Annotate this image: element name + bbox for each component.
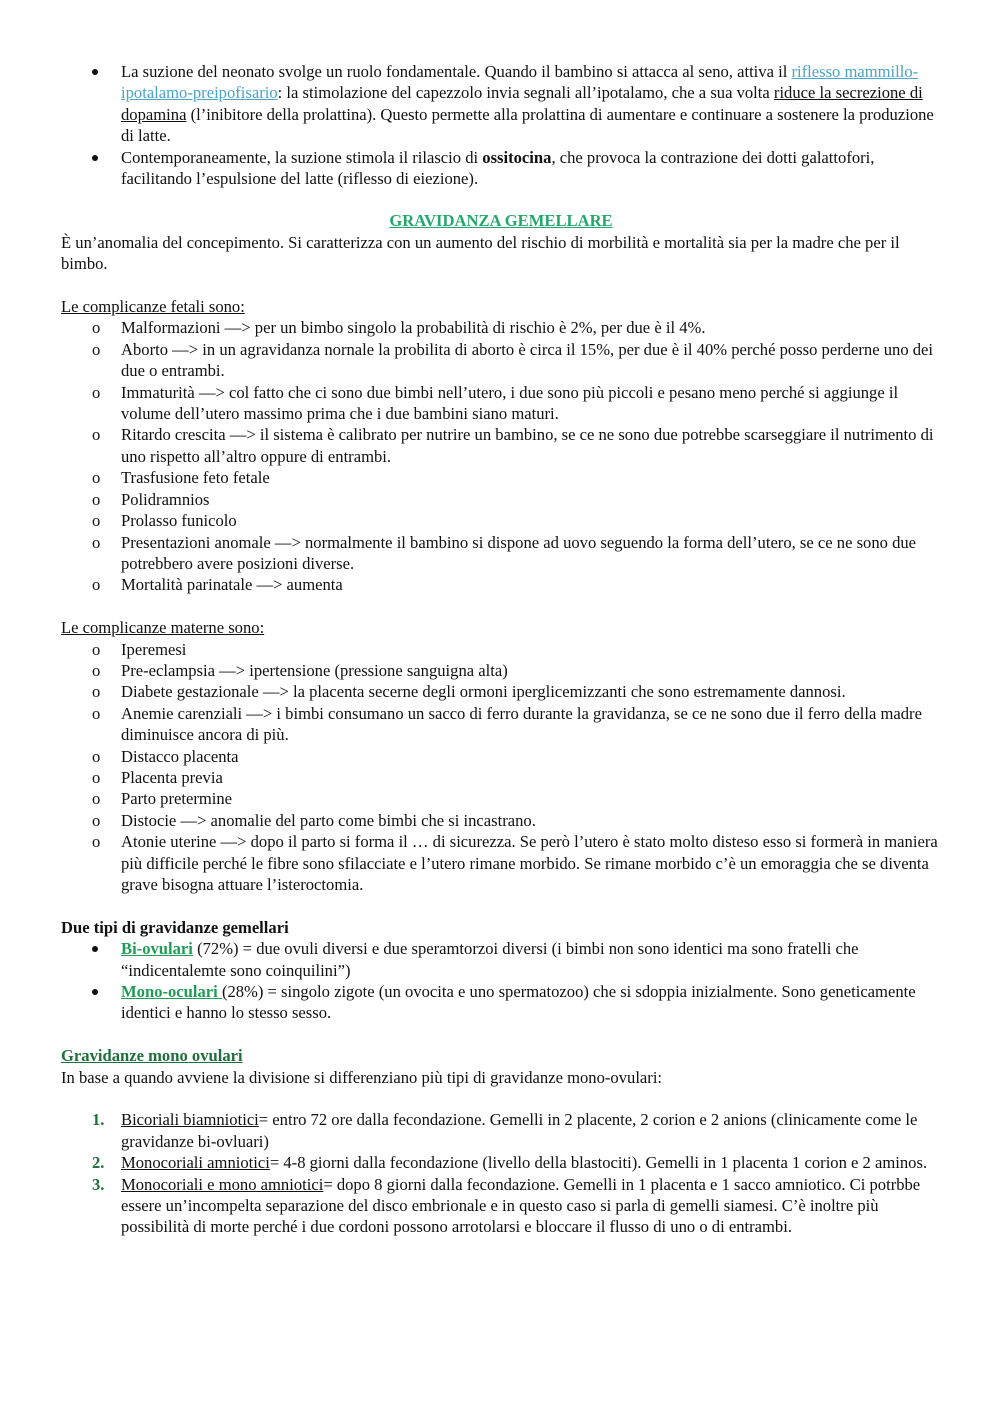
list-marker: o: [92, 318, 101, 338]
text: = dopo 8 giorni dalla fecondazione. Gemelli in 1 placenta e 1 sacco amniotico. Ci potrbbe essere un’incompelta separazione del disco embrionale e in questo caso si parla di gemelli siamesi. C’è inoltre più possibilità di morte perché i due cordoni possono arrotolarsi e bloccare il flusso di uno o di entrambi.: [121, 1174, 921, 1237]
types-heading: Due tipi di gravidanze gemellari: [61, 917, 289, 937]
list-marker: o: [92, 810, 101, 830]
list-item: [61, 660, 941, 681]
mono-list: [61, 1109, 941, 1237]
list-item-text: Distocie —> anomalie del parto come bimbi che si incastrano.: [121, 810, 536, 830]
term: Monocoriali e mono amniotici: [121, 1174, 324, 1194]
list-marker: o: [92, 382, 101, 402]
list-marker: o: [92, 682, 101, 702]
list-item-text: Malformazioni —> per un bimbo singolo la probabilità di rischio è 2%, per due è il 4%.: [121, 318, 706, 338]
underlined-text: riduce la secrezione di dopamina: [121, 83, 923, 124]
list-item-text: Iperemesi: [121, 639, 187, 659]
list-number: 3.: [92, 1174, 105, 1194]
list-marker: o: [92, 832, 101, 852]
list-marker: o: [92, 511, 101, 531]
list-item: [61, 1152, 941, 1173]
list-item: [61, 810, 941, 831]
text: (l’inibitore della prolattina). Questo permette alla prolattina di aumentare e continuare a sostenere la produzione di latte.: [121, 104, 934, 146]
list-item: [61, 981, 941, 1024]
list-marker: o: [92, 767, 101, 787]
term: Bi-ovulari: [121, 939, 193, 959]
intro-bullet-list: [61, 61, 941, 189]
mono-heading: Gravidanze mono ovulari: [61, 1046, 243, 1066]
reflex-link[interactable]: riflesso mammillo-ipotalamo-preipofisario: [121, 62, 919, 103]
bold-term: ossitocina: [482, 147, 552, 167]
list-item: [61, 61, 941, 147]
list-item-text: Aborto —> in un agravidanza nornale la probilita di aborto è circa il 15%, per due è il 40% perché posso perderne uno dei due o entrambi.: [121, 339, 934, 381]
list-marker: o: [92, 468, 101, 488]
text: , che provoca la contrazione dei dotti galattofori, facilitando l’espulsione del latte (riflesso di eiezione).: [121, 147, 875, 189]
list-item: [61, 767, 941, 788]
list-item: [61, 317, 941, 338]
list-item: [61, 147, 941, 190]
list-item: [61, 1109, 941, 1152]
section-title: GRAVIDANZA GEMELLARE: [389, 211, 613, 231]
term: Bicoriali biamniotici: [121, 1110, 259, 1130]
text: (72%) = due ovuli diversi e due speramtorzoi diversi (i bimbi non sono identici ma sono fratelli che “indicentalemte sono coinquilini”): [121, 939, 859, 980]
list-item: [61, 532, 941, 575]
list-marker: o: [92, 575, 101, 595]
list-marker: o: [92, 639, 101, 659]
list-item-text: Prolasso funicolo: [121, 511, 237, 531]
list-item-text: Placenta previa: [121, 767, 223, 787]
list-item: [61, 639, 941, 660]
fetal-heading: Le complicanze fetali sono:: [61, 297, 245, 317]
list-item: [61, 467, 941, 488]
list-item-text: Pre-eclampsia —> ipertensione (pressione sanguigna alta): [121, 660, 508, 680]
list-item: [61, 681, 941, 702]
list-item-text: Mortalità parinatale —> aumenta: [121, 575, 343, 595]
list-item-text: Parto pretermine: [121, 789, 233, 809]
list-item: [61, 788, 941, 809]
list-item: [61, 424, 941, 467]
list-item: [61, 746, 941, 767]
text: = 4-8 giorni dalla fecondazione (livello della blastociti). Gemelli in 1 placenta 1 corion e 2 aminos.: [269, 1153, 928, 1173]
list-marker: o: [92, 489, 101, 509]
text: = entro 72 ore dalla fecondazione. Gemelli in 2 placente, 2 corion e 2 anions (clinicamente come le gravidanze bi-ovluari): [121, 1110, 918, 1151]
list-marker: o: [92, 425, 101, 445]
list-marker: o: [92, 660, 101, 680]
list-item: [61, 489, 941, 510]
list-item-text: Anemie carenziali —> i bimbi consumano un sacco di ferro durante la gravidanza, se ce ne sono due il ferro della madre diminuisce ancora di più.: [121, 703, 922, 745]
list-marker: o: [92, 703, 101, 723]
list-number: 2.: [92, 1153, 105, 1173]
list-item-text: Immaturità —> col fatto che ci sono due bimbi nell’utero, i due sono più piccoli e pesano meno perché si aggiunge il volume dell’utero massimo prima che i due bambini siano maturi.: [121, 382, 899, 424]
list-marker: o: [92, 746, 101, 766]
list-item: [61, 938, 941, 981]
text: La suzione del neonato svolge un ruolo fondamentale. Quando il bambino si attacca al seno, attiva il: [121, 62, 792, 81]
fetal-list: [61, 317, 941, 595]
list-item: [61, 1174, 941, 1238]
term: Mono-oculari: [121, 982, 222, 1002]
types-list: [61, 938, 941, 1024]
list-item: [61, 382, 941, 425]
list-item: [61, 510, 941, 531]
list-item-text: Trasfusione feto fetale: [121, 468, 270, 488]
list-item-text: Atonie uterine —> dopo il parto si forma il … di sicurezza. Se però l’utero è stato molto disteso esso si formerà in maniera più difficile perché le fibre sono sfilacciate e l’utero rimane morbido. Se rimane morbido c’è un emoraggia che se diventa grave bisogna attuare l’isteroctomia.: [121, 832, 938, 894]
list-item-text: Distacco placenta: [121, 746, 239, 766]
text: Contemporaneamente, la suzione stimola il rilascio di: [121, 147, 483, 167]
list-item: [61, 703, 941, 746]
text: : la stimolazione del capezzolo invia segnali all’ipotalamo, che a sua volta: [277, 83, 774, 103]
maternal-list: [61, 639, 941, 896]
list-item-text: Presentazioni anomale —> normalmente il bambino si dispone ad uovo seguendo la forma dell’utero, se ce ne sono due potrebbero avere posizioni diverse.: [121, 532, 917, 573]
term: Monocoriali amniotici: [121, 1153, 270, 1173]
text: (28%) = singolo zigote (un ovocita e uno spermatozoo) che si sdoppia inizialmente. Sono geneticamente identici e hanno lo stesso sesso.: [121, 982, 916, 1023]
document-page: [61, 61, 941, 1238]
mono-intro: In base a quando avviene la divisione si differenziano più tipi di gravidanze mono-ovulari:: [61, 1067, 663, 1087]
list-item: [61, 574, 941, 595]
list-item-text: Diabete gestazionale —> la placenta secerne degli ormoni iperglicemizzanti che sono estremamente dannosi.: [121, 682, 846, 702]
list-marker: o: [92, 532, 101, 552]
list-item-text: Polidramnios: [121, 489, 210, 509]
list-item-text: Ritardo crescita —> il sistema è calibrato per nutrire un bambino, se ce ne sono due potrebbe scarseggiare il nutrimento di uno rispetto all’altro oppure di entrambi.: [121, 425, 934, 466]
list-marker: o: [92, 339, 101, 359]
list-item: [61, 339, 941, 382]
list-marker: o: [92, 789, 101, 809]
section-intro: È un’anomalia del concepimento. Si caratterizza con un aumento del rischio di morbilità e mortalità sia per la madre che per il bimbo.: [61, 232, 900, 274]
maternal-heading: Le complicanze materne sono:: [61, 618, 265, 638]
list-number: 1.: [92, 1110, 105, 1130]
list-item: [61, 831, 941, 895]
